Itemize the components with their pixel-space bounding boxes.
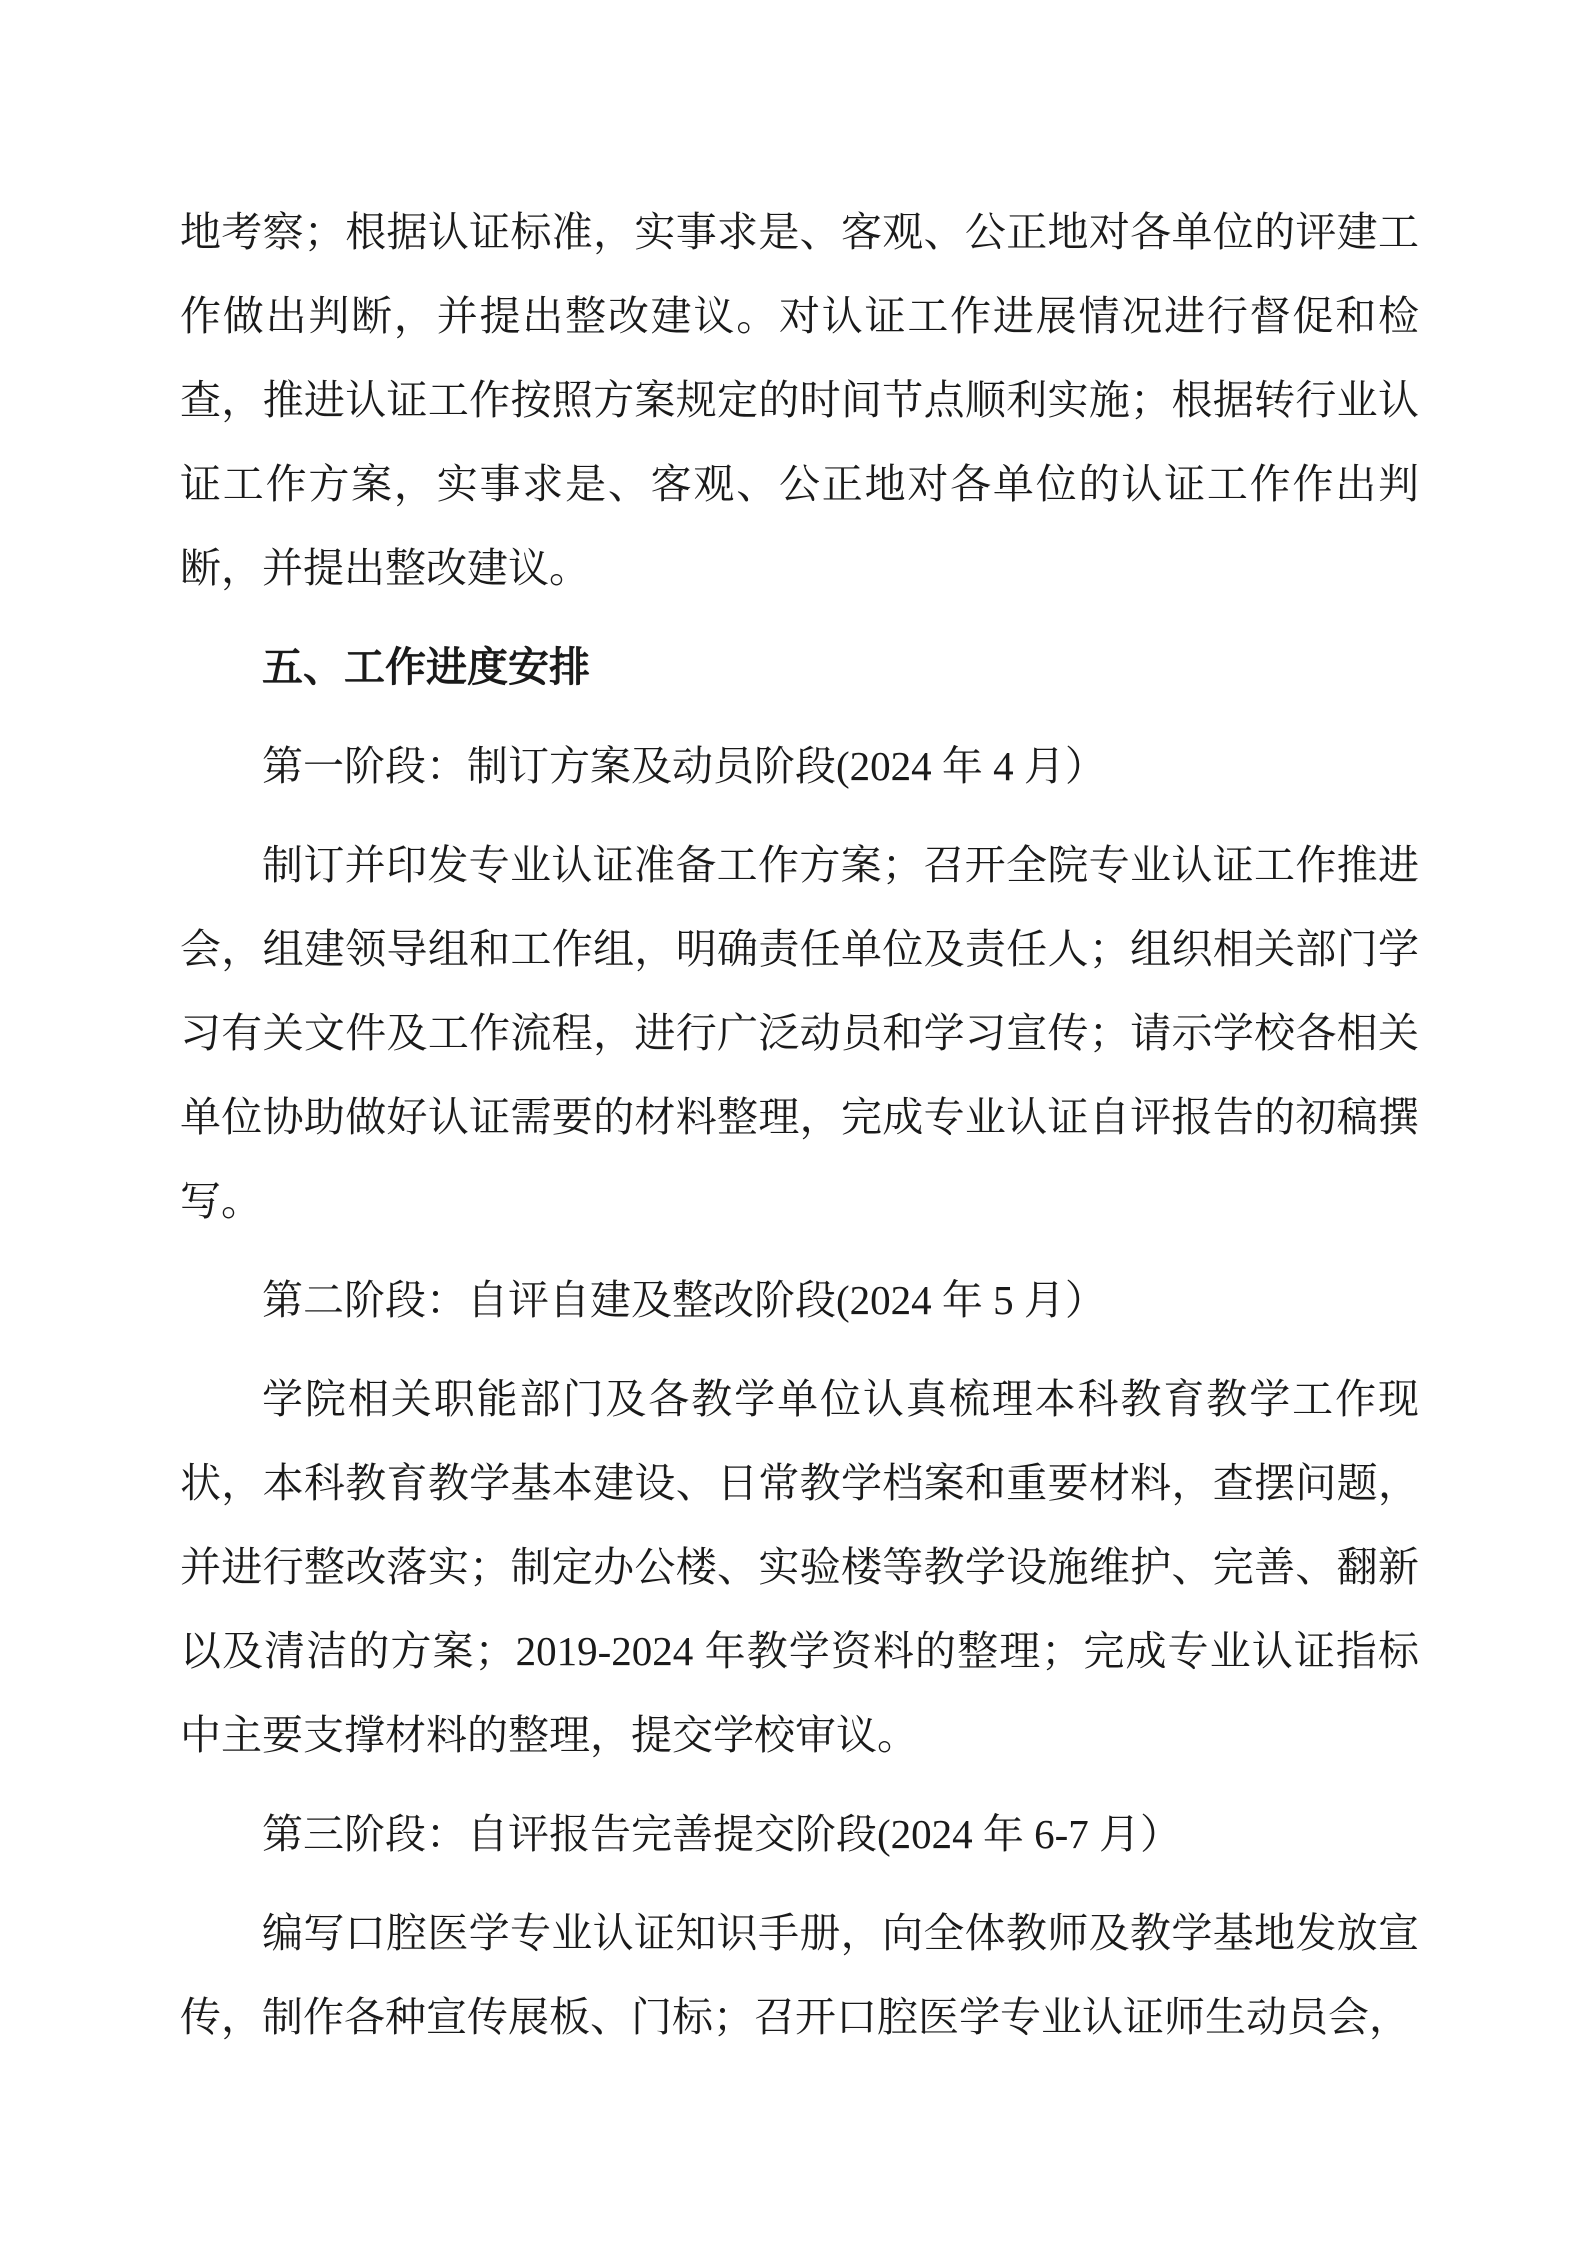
paragraph-continuation: 地考察；根据认证标准，实事求是、客观、公正地对各单位的评建工作做出判断，并提出整改建议。对认证工作进展情况进行督促和检查，推进认证工作按照方案规定的时间节点顺利实施；根据转行业认证工作方案，实事求是、客观、公正地对各单位的认证工作作出判断，并提出整改建议。: [180, 209, 1419, 591]
section-heading-work-schedule: 五、工作进度安排: [262, 644, 590, 690]
stage-2-paragraph: 学院相关职能部门及各教学单位认真梳理本科教育教学工作现状，本科教育教学基本建设、日常教学档案和重要材料，查摆问题，并进行整改落实；制定办公楼、实验楼等教学设施维护、完善、翻新以及清洁的方案；2019-2024 年教学资料的整理；完成专业认证指标中主要支撑材料的整理，提交学校审议。: [180, 1376, 1419, 1758]
stage-3-paragraph: 编写口腔医学专业认证知识手册，向全体教师及教学基地发放宣传，制作各种宣传展板、门标；召开口腔医学专业认证师生动员会，: [180, 1910, 1419, 2040]
stage-1-heading: 第一阶段：制订方案及动员阶段(2024 年 4 月）: [262, 743, 1106, 789]
stage-3-heading: 第三阶段：自评报告完善提交阶段(2024 年 6-7 月）: [262, 1811, 1182, 1857]
stage-1-paragraph: 制订并印发专业认证准备工作方案；召开全院专业认证工作推进会，组建领导组和工作组，明确责任单位及责任人；组织相关部门学习有关文件及工作流程，进行广泛动员和学习宣传；请示学校各相关单位协助做好认证需要的材料整理，完成专业认证自评报告的初稿撰写。: [180, 842, 1419, 1224]
stage-2-heading: 第二阶段：自评自建及整改阶段(2024 年 5 月）: [262, 1277, 1106, 1323]
